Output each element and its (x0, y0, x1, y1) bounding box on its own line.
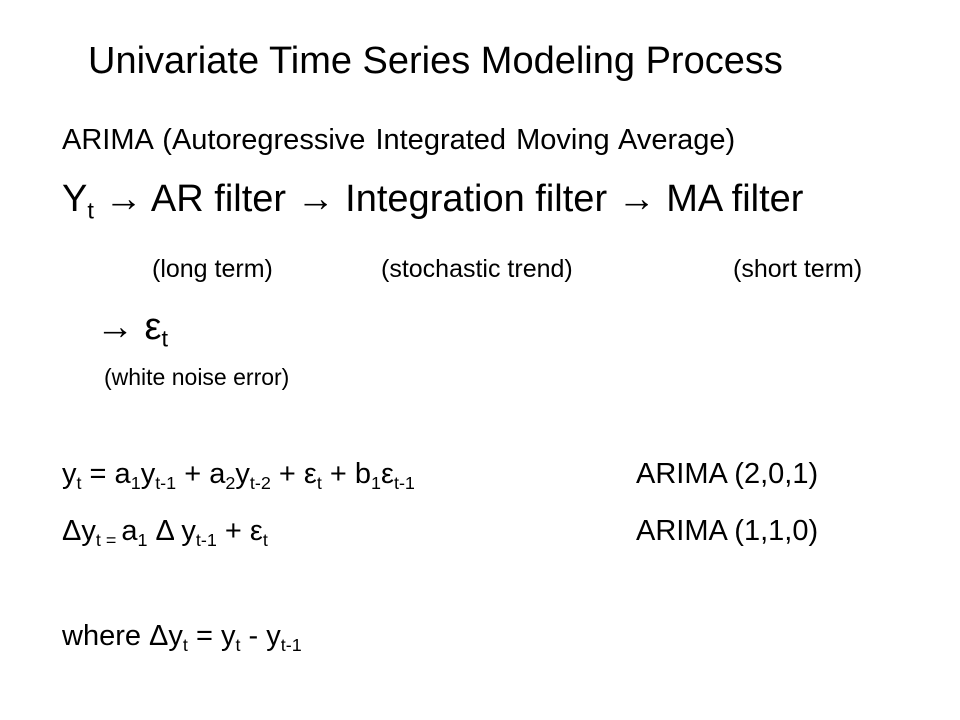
filter-chain-subscript: t (87, 197, 94, 224)
label-short-term: (short term) (733, 255, 863, 283)
equation-arima-201: $y_t = a_1y_{t-1} + a_2y_{t-2} + \varepsilon_t + b_1\varepsilon_{t-1}$ (62, 458, 415, 493)
filter-chain-y: Y (62, 178, 88, 220)
slide-title: Univariate Time Series Modeling Process (88, 40, 783, 82)
filter-chain-text: → AR filter → Integration filter → MA filter (93, 178, 804, 220)
arima-definition: ARIMA (Autoregressive Integrated Moving Average) (62, 124, 736, 156)
epsilon-subscript: t (161, 325, 169, 352)
model-arima-110: ARIMA (1,1,0) (636, 515, 819, 547)
label-stochastic-trend: (stochastic trend) (381, 255, 573, 283)
difference-definition: where $\Delta y_t = y_t - y_{t-1}$ (62, 620, 302, 655)
filter-chain (62, 178, 804, 224)
equation-arima-110: $\Delta y_{t =}$ $a_1$ Δ $y_{t-1} + \varepsilon_t$ (62, 515, 268, 550)
label-long-term: (long term) (152, 255, 273, 283)
epsilon-text: → ε (96, 306, 162, 348)
epsilon-line (96, 306, 169, 352)
model-arima-201: ARIMA (2,0,1) (636, 458, 819, 490)
white-noise-label: (white noise error) (104, 364, 290, 390)
